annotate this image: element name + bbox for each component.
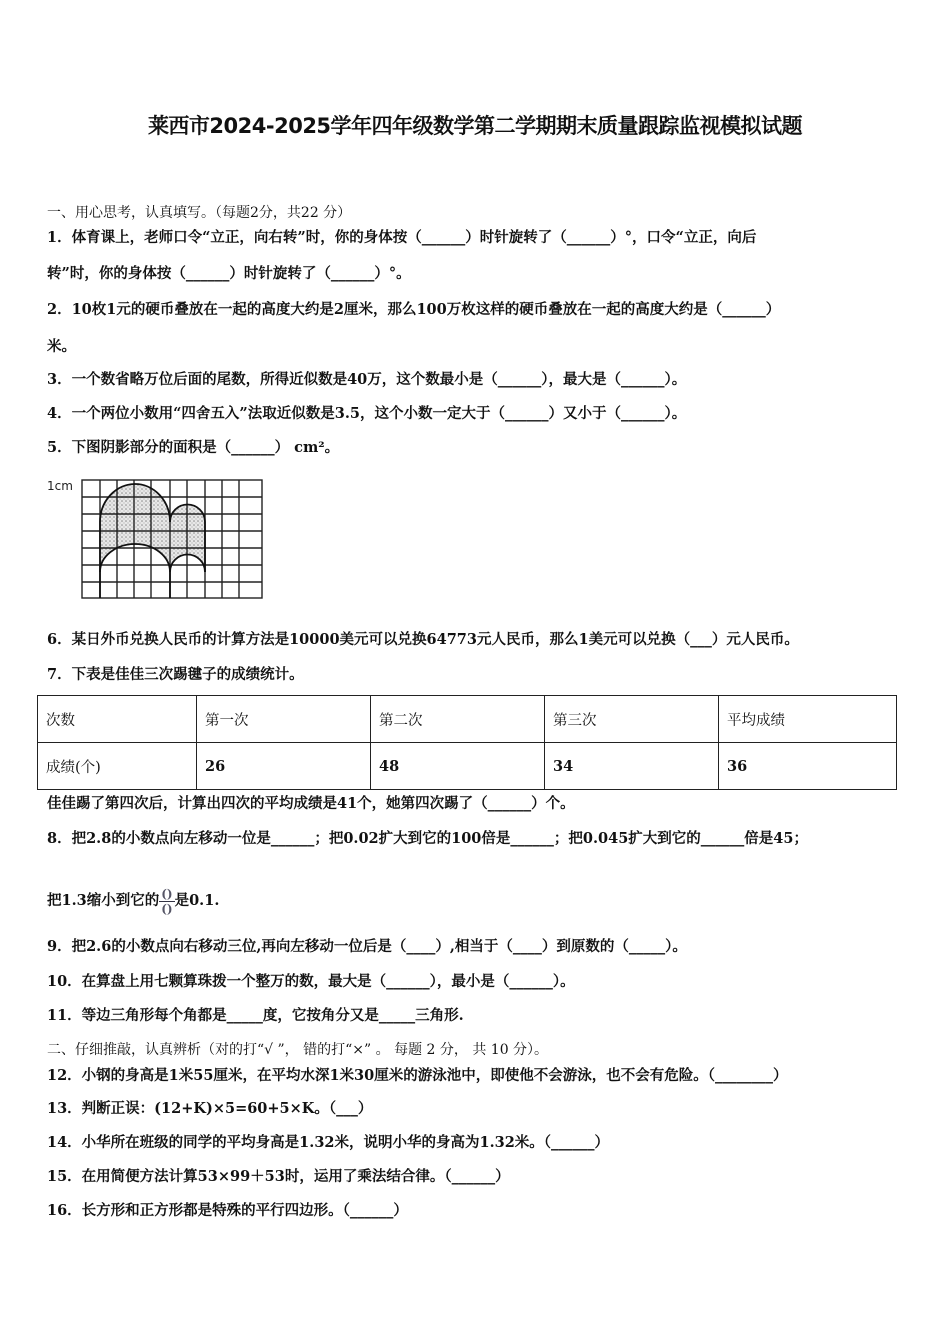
fraction-numerator: () <box>161 886 173 901</box>
table-row <box>38 743 897 790</box>
question-11: 11．等边三角形每个角都是_____度，它按角分又是_____三角形. <box>47 1007 464 1024</box>
shaded-area-grid-figure <box>45 472 270 607</box>
question-12: 12．小钢的身高是1米55厘米，在平均水深1米30厘米的游泳池中，即使他不会游泳，也不会有危险。（________） <box>47 1067 788 1084</box>
question-8-text-before: 把1.3缩小到它的 <box>47 892 160 909</box>
question-8-line-2 <box>47 884 219 918</box>
page-title: 莱西市2024-2025学年四年级数学第二学期期末质量跟踪监视模拟试题 <box>147 114 803 138</box>
svg-text:1cm: 1cm <box>47 479 73 493</box>
question-8-text-after: 是0.1. <box>174 892 220 909</box>
question-9: 9．把2.6的小数点向右移动三位,再向左移动一位后是（____）,相当于（____）到原数的（_____）。 <box>47 938 687 955</box>
table-cell: 26 <box>197 743 371 790</box>
question-2-line-2: 米。 <box>47 338 76 355</box>
table-header-cell: 平均成绩 <box>719 696 897 743</box>
kick-score-table <box>37 695 897 790</box>
table-header-cell: 次数 <box>38 696 197 743</box>
table-header-row <box>38 696 897 743</box>
fraction-denominator: () <box>161 901 173 916</box>
question-16: 16．长方形和正方形都是特殊的平行四边形。（______） <box>47 1202 408 1219</box>
section-1-heading: 一、用心思考，认真填写。（每题2分，共22 分） <box>47 205 352 221</box>
question-7: 7．下表是佳佳三次踢毽子的成绩统计。 <box>47 666 304 683</box>
table-header-cell: 第二次 <box>371 696 545 743</box>
table-cell: 成绩(个) <box>38 743 197 790</box>
question-3: 3．一个数省略万位后面的尾数，所得近似数是40万，这个数最小是（______），最大是（______）。 <box>47 371 687 388</box>
question-5: 5．下图阴影部分的面积是（______） cm²。 <box>47 439 340 456</box>
table-header-cell: 第三次 <box>545 696 719 743</box>
question-13: 13．判断正误：(12+K)×5=60+5×K。（___） <box>47 1100 373 1117</box>
section-2-heading: 二、仔细推敲，认真辨析（对的打“√ ”， 错的打“×” 。 每题 2 分， 共 10 分）。 <box>47 1042 549 1058</box>
question-15: 15．在用简便方法计算53×99＋53时，运用了乘法结合律。（______） <box>47 1168 510 1185</box>
table-cell: 48 <box>371 743 545 790</box>
question-10: 10．在算盘上用七颗算珠拨一个整万的数，最大是（______），最小是（______）。 <box>47 973 575 990</box>
question-8-line-1: 8．把2.8的小数点向左移动一位是______；把0.02扩大到它的100倍是______；把0.045扩大到它的______倍是45； <box>47 830 808 847</box>
question-2-line-1: 2．10枚1元的硬币叠放在一起的高度大约是2厘米，那么100万枚这样的硬币叠放在一起的高度大约是（______） <box>47 301 781 318</box>
fraction-blank <box>159 887 174 916</box>
question-14: 14．小华所在班级的同学的平均身高是1.32米，说明小华的身高为1.32米。（______） <box>47 1134 610 1151</box>
table-cell: 36 <box>719 743 897 790</box>
table-header-cell: 第一次 <box>197 696 371 743</box>
grid-shaded-region-icon <box>45 472 270 607</box>
question-7-followup: 佳佳踢了第四次后，计算出四次的平均成绩是41个，她第四次踢了（______）个。 <box>47 795 575 812</box>
question-4: 4．一个两位小数用“四舍五入”法取近似数是3.5，这个小数一定大于（______）又小于（______）。 <box>47 405 687 422</box>
question-1-line-2: 转”时，你的身体按（______）时针旋转了（______）°。 <box>47 265 411 282</box>
table-cell: 34 <box>545 743 719 790</box>
question-6: 6．某日外币兑换人民币的计算方法是10000美元可以兑换64773元人民币，那么1美元可以兑换（___）元人民币。 <box>47 631 799 648</box>
question-1-line-1: 1．体育课上，老师口令“立正，向右转”时，你的身体按（______）时针旋转了（______）°，口令“立正，向后 <box>47 229 757 246</box>
